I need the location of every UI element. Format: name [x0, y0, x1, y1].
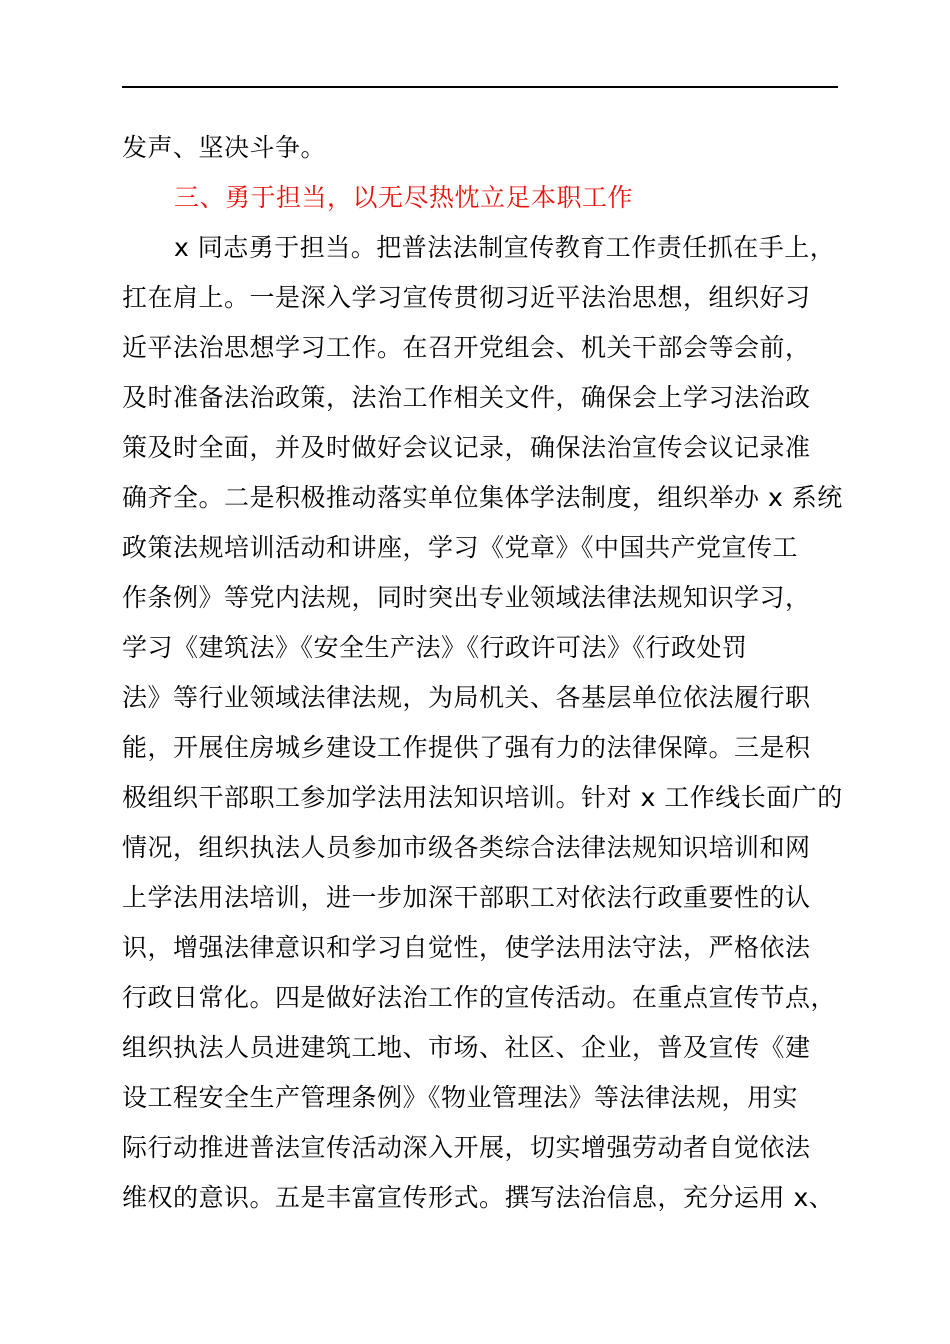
paragraph-line: 情况，组织执法人员参加市级各类综合法律法规知识培训和网: [122, 833, 811, 862]
paragraph-line: 行政日常化。四是做好法治工作的宣传活动。在重点宣传节点，: [122, 983, 837, 1012]
paragraph-line: 近平法治思想学习工作。在召开党组会、机关干部会等会前，: [122, 333, 811, 362]
paragraph-line: x 同志勇于担当。把普法法制宣传教育工作责任抓在手上，: [174, 233, 836, 262]
paragraph-line: 识，增强法律意识和学习自觉性，使学法用法守法，严格依法: [122, 933, 811, 962]
paragraph-line: 维权的意识。五是丰富宣传形式。撰写法治信息，充分运用 x、: [122, 1183, 835, 1212]
paragraph-line: 确齐全。二是积极推动落实单位集体学法制度，组织举办 x 系统: [122, 483, 843, 512]
paragraph-line: 策及时全面，并及时做好会议记录，确保法治宣传会议记录准: [122, 433, 811, 462]
paragraph-line: 组织执法人员进建筑工地、市场、社区、企业，普及宣传《建: [122, 1033, 811, 1062]
header-rule: [122, 86, 838, 88]
paragraph-line: 际行动推进普法宣传活动深入开展，切实增强劳动者自觉依法: [122, 1133, 811, 1162]
paragraph-line: 设工程安全生产管理条例》《物业管理法》等法律法规，用实: [122, 1083, 799, 1112]
paragraph-line: 学习《建筑法》《安全生产法》《行政许可法》《行政处罚: [122, 633, 748, 662]
paragraph-line: 上学法用法培训，进一步加深干部职工对依法行政重要性的认: [122, 883, 811, 912]
paragraph-line: 及时准备法治政策，法治工作相关文件，确保会上学习法治政: [122, 383, 811, 412]
continuation-line: 发声、坚决斗争。: [122, 133, 327, 162]
paragraph-line: 法》等行业领域法律法规，为局机关、各基层单位依法履行职: [122, 683, 811, 712]
paragraph-line: 极组织干部职工参加学法用法知识培训。针对 x 工作线长面广的: [122, 783, 843, 812]
paragraph-line: 能，开展住房城乡建设工作提供了强有力的法律保障。三是积: [122, 733, 811, 762]
paragraph-line: 扛在肩上。一是深入学习宣传贯彻习近平法治思想，组织好习: [122, 283, 811, 312]
paragraph-line: 政策法规培训活动和讲座，学习《党章》《中国共产党宣传工: [122, 533, 799, 562]
section-heading: 三、勇于担当，以无尽热忱立足本职工作: [174, 183, 634, 212]
paragraph-line: 作条例》等党内法规，同时突出专业领域法律法规知识学习，: [122, 583, 811, 612]
